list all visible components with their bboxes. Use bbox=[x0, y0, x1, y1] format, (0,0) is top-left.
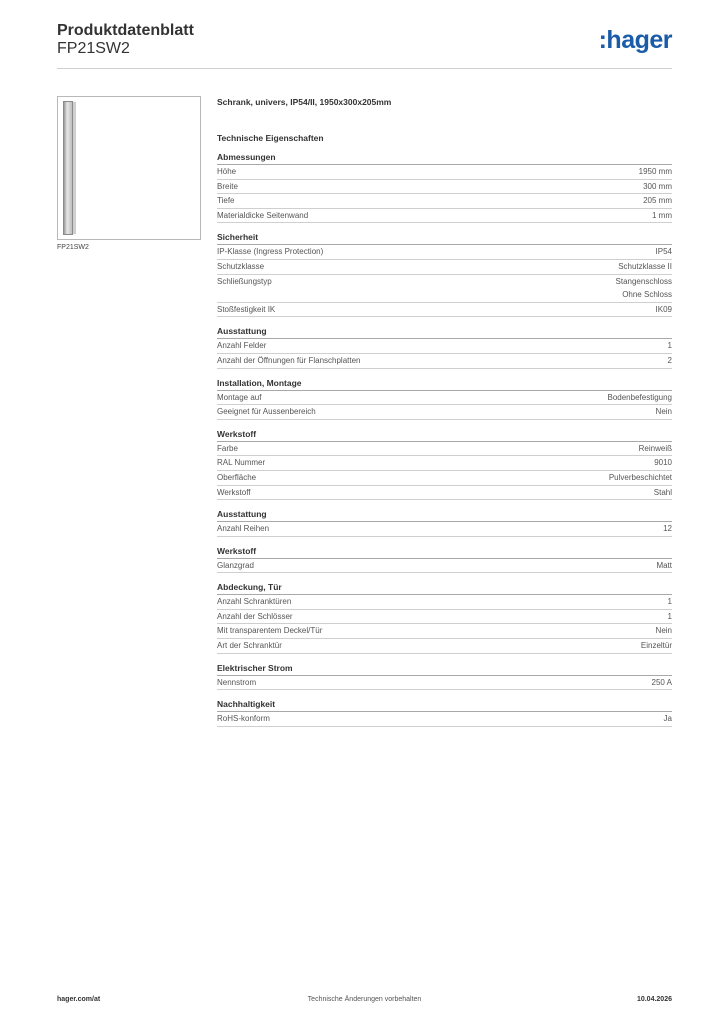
spec-row bbox=[217, 245, 672, 260]
spec-row bbox=[217, 391, 672, 406]
spec-value-line: 1 mm bbox=[652, 210, 672, 220]
spec-row bbox=[217, 303, 672, 318]
tech-properties-title: Technische Eigenschaften bbox=[217, 133, 324, 143]
spec-value bbox=[643, 180, 672, 194]
spec-row bbox=[217, 165, 672, 180]
spec-label: Höhe bbox=[217, 167, 237, 176]
spec-section bbox=[217, 546, 672, 574]
spec-value bbox=[668, 595, 672, 609]
spec-label: Schließungstyp bbox=[217, 276, 272, 286]
spec-value-line: 205 mm bbox=[643, 196, 672, 206]
spec-sections bbox=[217, 152, 672, 727]
spec-value bbox=[654, 486, 672, 500]
spec-section bbox=[217, 232, 672, 317]
section-title: Abmessungen bbox=[217, 152, 672, 165]
spec-section bbox=[217, 699, 672, 727]
spec-row bbox=[217, 595, 672, 610]
section-title: Nachhaltigkeit bbox=[217, 699, 672, 712]
spec-value bbox=[656, 624, 672, 638]
spec-label: Farbe bbox=[217, 443, 238, 453]
spec-row bbox=[217, 486, 672, 501]
spec-value bbox=[663, 522, 672, 536]
document-title: Produktdatenblatt bbox=[57, 22, 194, 39]
spec-label: Nennstrom bbox=[217, 677, 257, 687]
spec-row bbox=[217, 275, 672, 303]
spec-section bbox=[217, 509, 672, 537]
section-title: Installation, Montage bbox=[217, 378, 672, 391]
cabinet-illustration bbox=[63, 101, 73, 235]
spec-row bbox=[217, 456, 672, 471]
spec-label: Anzahl Schranktüren bbox=[217, 597, 292, 607]
spec-section bbox=[217, 582, 672, 653]
spec-value bbox=[656, 405, 672, 419]
spec-label: Breite bbox=[217, 181, 238, 191]
spec-row bbox=[217, 610, 672, 625]
spec-value-line: 300 mm bbox=[643, 181, 672, 191]
spec-label: RoHS-konform bbox=[217, 714, 270, 724]
spec-value-line: 2 bbox=[667, 355, 672, 365]
spec-value bbox=[654, 456, 672, 470]
spec-value-line: 12 bbox=[663, 524, 672, 534]
spec-value bbox=[618, 260, 672, 274]
spec-row bbox=[217, 180, 672, 195]
spec-value-line: Matt bbox=[656, 560, 672, 570]
spec-value bbox=[668, 339, 672, 353]
spec-value-line: 1 bbox=[667, 611, 672, 621]
spec-value bbox=[652, 209, 672, 223]
spec-value-line: Ohne Schloss bbox=[622, 290, 672, 300]
header-divider bbox=[57, 68, 672, 69]
spec-label: Anzahl Felder bbox=[217, 341, 267, 351]
spec-value-line: Stangenschloss bbox=[615, 276, 672, 286]
spec-row bbox=[217, 209, 672, 224]
spec-row bbox=[217, 354, 672, 369]
spec-value bbox=[639, 442, 672, 456]
spec-section bbox=[217, 429, 672, 500]
spec-content bbox=[217, 96, 672, 736]
spec-value bbox=[652, 676, 672, 690]
section-title: Sicherheit bbox=[217, 232, 672, 245]
spec-row bbox=[217, 639, 672, 654]
spec-value bbox=[643, 194, 672, 208]
spec-label: RAL Nummer bbox=[217, 458, 266, 468]
spec-label: Materialdicke Seitenwand bbox=[217, 210, 309, 220]
spec-value-line: 1 bbox=[667, 597, 672, 607]
spec-label: Glanzgrad bbox=[217, 560, 254, 570]
spec-label: Schutzklasse bbox=[217, 261, 265, 271]
spec-label: Mit transparentem Deckel/Tür bbox=[217, 626, 323, 636]
spec-value-line: Schutzklasse II bbox=[618, 261, 672, 271]
footer-date: 10.04.2026 bbox=[636, 996, 672, 1003]
spec-row bbox=[217, 676, 672, 691]
spec-value-line: 9010 bbox=[654, 458, 672, 468]
spec-section bbox=[217, 378, 672, 420]
footer-website: hager.com/at bbox=[57, 996, 101, 1003]
section-title: Werkstoff bbox=[217, 546, 672, 559]
spec-label: Geeignet für Aussenbereich bbox=[217, 407, 316, 417]
spec-label: IP-Klasse (Ingress Protection) bbox=[217, 247, 324, 257]
spec-value-line: Nein bbox=[655, 407, 672, 417]
spec-row bbox=[217, 471, 672, 486]
product-image bbox=[57, 96, 201, 240]
footer-note: Technische Änderungen vorbehalten bbox=[307, 996, 422, 1003]
spec-value-line: IP54 bbox=[655, 247, 672, 257]
spec-section bbox=[217, 152, 672, 223]
section-title: Ausstattung bbox=[217, 326, 672, 339]
spec-label: Anzahl Reihen bbox=[217, 524, 270, 534]
spec-section bbox=[217, 663, 672, 691]
spec-value bbox=[641, 639, 672, 653]
section-title: Elektrischer Strom bbox=[217, 663, 672, 676]
section-title: Werkstoff bbox=[217, 429, 672, 442]
spec-label: Anzahl der Öffnungen für Flanschplatten bbox=[217, 355, 361, 365]
page-footer bbox=[57, 996, 672, 1010]
spec-value bbox=[668, 610, 672, 624]
spec-value bbox=[639, 165, 672, 179]
section-title: Ausstattung bbox=[217, 509, 672, 522]
spec-value bbox=[656, 559, 672, 573]
spec-value-line: 1950 mm bbox=[638, 167, 672, 176]
spec-value-line: Bodenbefestigung bbox=[607, 392, 672, 402]
spec-row bbox=[217, 624, 672, 639]
spec-row bbox=[217, 339, 672, 354]
spec-row bbox=[217, 522, 672, 537]
spec-value bbox=[664, 712, 672, 726]
page-header bbox=[57, 20, 672, 70]
spec-value-line: Pulverbeschichtet bbox=[608, 472, 672, 482]
spec-value-line: Reinweiß bbox=[638, 443, 672, 453]
spec-value bbox=[656, 245, 672, 259]
image-caption: FP21SW2 bbox=[57, 244, 89, 251]
spec-section bbox=[217, 326, 672, 368]
spec-row bbox=[217, 442, 672, 457]
spec-value bbox=[668, 354, 672, 368]
spec-row bbox=[217, 194, 672, 209]
spec-value-line: Einzeltür bbox=[640, 641, 672, 651]
spec-label: Anzahl der Schlösser bbox=[217, 611, 293, 621]
spec-value bbox=[616, 275, 672, 302]
spec-label: Oberfläche bbox=[217, 472, 257, 482]
spec-label: Montage auf bbox=[217, 392, 262, 402]
spec-label: Tiefe bbox=[217, 196, 235, 206]
spec-row bbox=[217, 559, 672, 574]
spec-value-line: IK09 bbox=[655, 304, 672, 314]
spec-value bbox=[656, 303, 672, 317]
spec-row bbox=[217, 712, 672, 727]
spec-value bbox=[609, 471, 672, 485]
spec-value bbox=[608, 391, 673, 405]
spec-value-line: Nein bbox=[655, 626, 672, 636]
cabinet-side-illustration bbox=[73, 102, 76, 234]
hager-logo: :hager bbox=[598, 26, 672, 54]
product-code: FP21SW2 bbox=[57, 40, 130, 57]
product-description: Schrank, univers, IP54/II, 1950x300x205mm bbox=[217, 97, 392, 107]
spec-label: Werkstoff bbox=[217, 487, 251, 497]
spec-row bbox=[217, 260, 672, 275]
spec-row bbox=[217, 405, 672, 420]
section-title: Abdeckung, Tür bbox=[217, 582, 672, 595]
spec-value-line: 1 bbox=[667, 341, 672, 351]
spec-value-line: Ja bbox=[663, 714, 672, 724]
spec-label: Stoßfestigkeit IK bbox=[217, 304, 276, 314]
spec-value-line: 250 A bbox=[651, 677, 672, 687]
spec-value-line: Stahl bbox=[653, 487, 672, 497]
spec-label: Art der Schranktür bbox=[217, 641, 282, 651]
